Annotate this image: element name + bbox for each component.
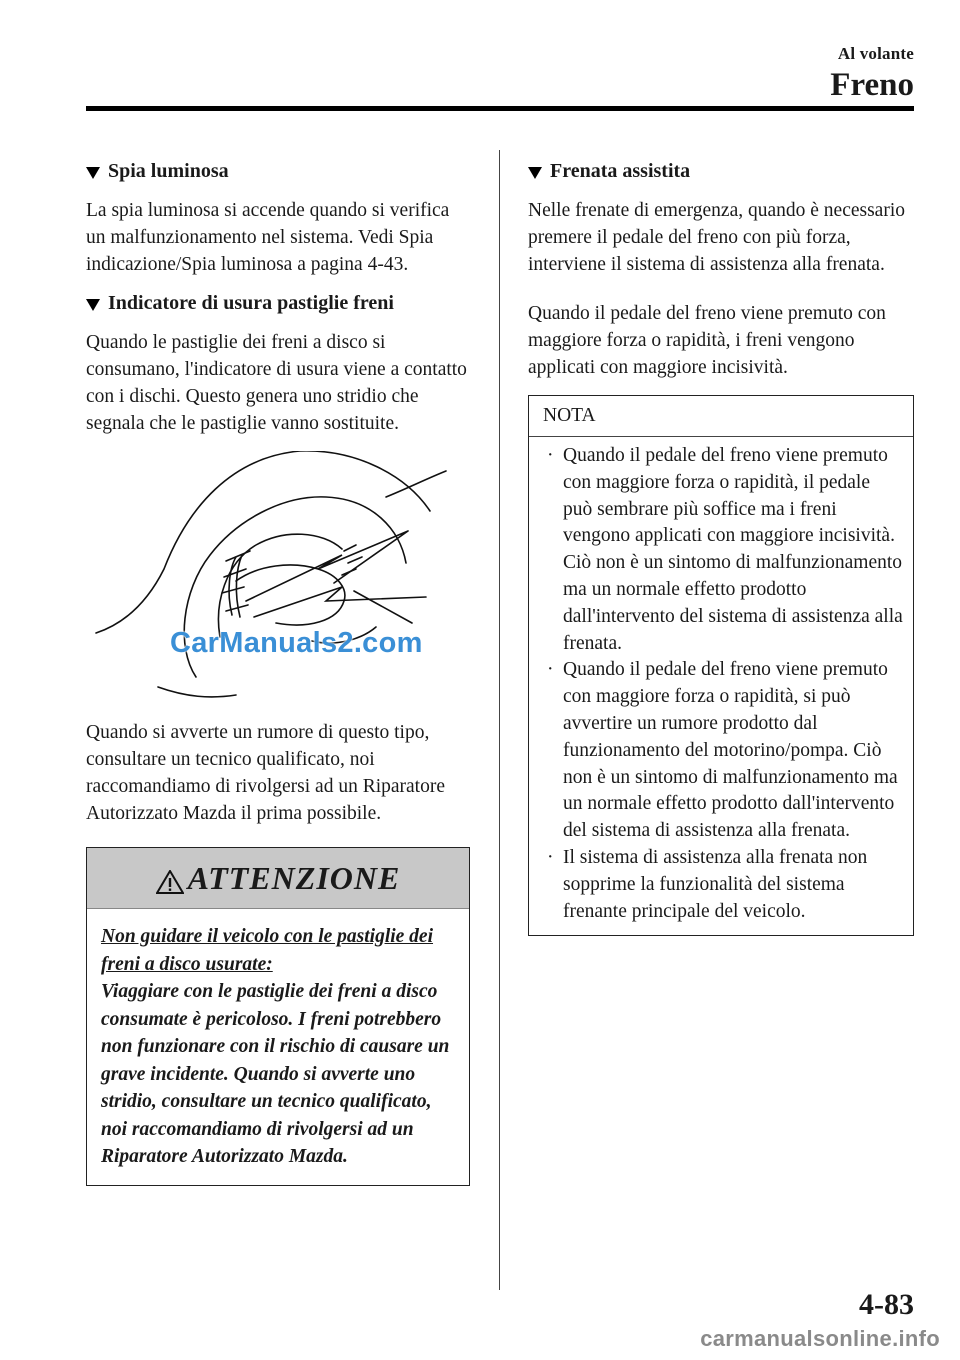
warning-header bbox=[87, 848, 469, 909]
left-column bbox=[86, 160, 470, 1186]
frenata-para-1: Nelle frenate di emergenza, quando è necessario premere il pedale del freno con più forza, interviene il sistema di assistenza alla frenata. bbox=[528, 200, 905, 275]
spia-heading bbox=[86, 160, 470, 183]
section-title: Al volante bbox=[837, 44, 914, 63]
bullet-dot-icon: · bbox=[547, 445, 554, 466]
spia-title: Spia luminosa bbox=[108, 160, 229, 182]
warning-triangle-icon bbox=[156, 870, 184, 894]
note-item-text: Quando il pedale del freno viene premuto con maggiore forza o rapidità, il pedale può sembrare più soffice ma i freni vengono applicati con maggiore incisività. Ciò non è un sintomo di malfunzionamento ma un normale effetto prodotto dall'intervento del sistema di assistenza alla frenata. bbox=[563, 445, 903, 654]
right-column bbox=[528, 160, 914, 936]
triangle-bullet-icon bbox=[86, 167, 100, 179]
indicatore-title: Indicatore di usura pastiglie freni bbox=[108, 292, 394, 314]
note-item-text: Il sistema di assistenza alla frenata non sopprime la funzionalità del sistema frenante principale del veicolo. bbox=[563, 846, 868, 922]
warning-box bbox=[86, 847, 470, 1186]
brake-wear-illustration bbox=[86, 451, 470, 701]
note-title: NOTA bbox=[543, 405, 596, 426]
bullet-dot-icon: · bbox=[547, 659, 554, 681]
triangle-bullet-icon bbox=[86, 299, 100, 311]
indicatore-heading bbox=[86, 292, 470, 315]
figure-watermark: CarManuals2.com bbox=[170, 627, 423, 659]
frenata-para-2: Quando il pedale del freno viene premuto con maggiore forza o rapidità, i freni vengono applicati con maggiore incisività. bbox=[528, 303, 886, 378]
chapter-title: Freno bbox=[830, 67, 914, 103]
indicatore-text: Quando le pastiglie dei freni a disco si consumano, l'indicatore di usura viene a contatto con i dischi. Questo genera uno stridio che segnala che le pastiglie vanno sostituite. bbox=[86, 332, 467, 434]
spia-text: La spia luminosa si accende quando si verifica un malfunzionamento nel sistema. Vedi Spia indicazione/Spia luminosa a pagina 4-43. bbox=[86, 200, 450, 275]
page-number: 4-83 bbox=[859, 1288, 914, 1321]
warning-body bbox=[87, 909, 469, 1185]
after-figure-text: Quando si avverte un rumore di questo tipo, consultare un tecnico qualificato, noi raccomandiamo di rivolgersi ad un Riparatore Autorizzato Mazda il prima possibile. bbox=[86, 722, 445, 824]
brake-disc-drawing bbox=[86, 451, 470, 701]
note-item bbox=[543, 657, 903, 845]
warning-lead: Non guidare il veicolo con le pastiglie dei freni a disco usurate: bbox=[101, 926, 434, 975]
note-box bbox=[528, 395, 914, 936]
note-body bbox=[529, 437, 913, 935]
warning-title: ATTENZIONE bbox=[187, 859, 401, 896]
warning-text: Viaggiare con le pastiglie dei freni a disco consumate è pericoloso. I freni potrebbero non funzionare con il rischio di causare un grave incidente. Quando si avverte uno stridio, consultare un tecnico qualificato, noi raccomandiamo di rivolgersi ad un Riparatore Autorizzato Mazda. bbox=[101, 981, 450, 1167]
bullet-dot-icon: · bbox=[547, 846, 554, 868]
note-item-text: Quando il pedale del freno viene premuto con maggiore forza o rapidità, si può avvertire un rumore prodotto dal funzionamento del motorino/pompa. Ciò non è un sintomo di malfunzionamento ma un normale effetto prodotto dall'intervento del sistema di assistenza alla frenata. bbox=[563, 659, 898, 842]
column-divider bbox=[499, 150, 500, 1290]
site-watermark: carmanualsonline.info bbox=[700, 1326, 940, 1351]
note-header bbox=[529, 396, 913, 437]
frenata-heading bbox=[528, 160, 914, 183]
frenata-title: Frenata assistita bbox=[550, 160, 691, 182]
header-rule bbox=[86, 106, 914, 111]
page-header bbox=[830, 44, 914, 103]
triangle-bullet-icon bbox=[528, 167, 542, 179]
note-item bbox=[543, 845, 903, 925]
note-item bbox=[543, 443, 903, 657]
